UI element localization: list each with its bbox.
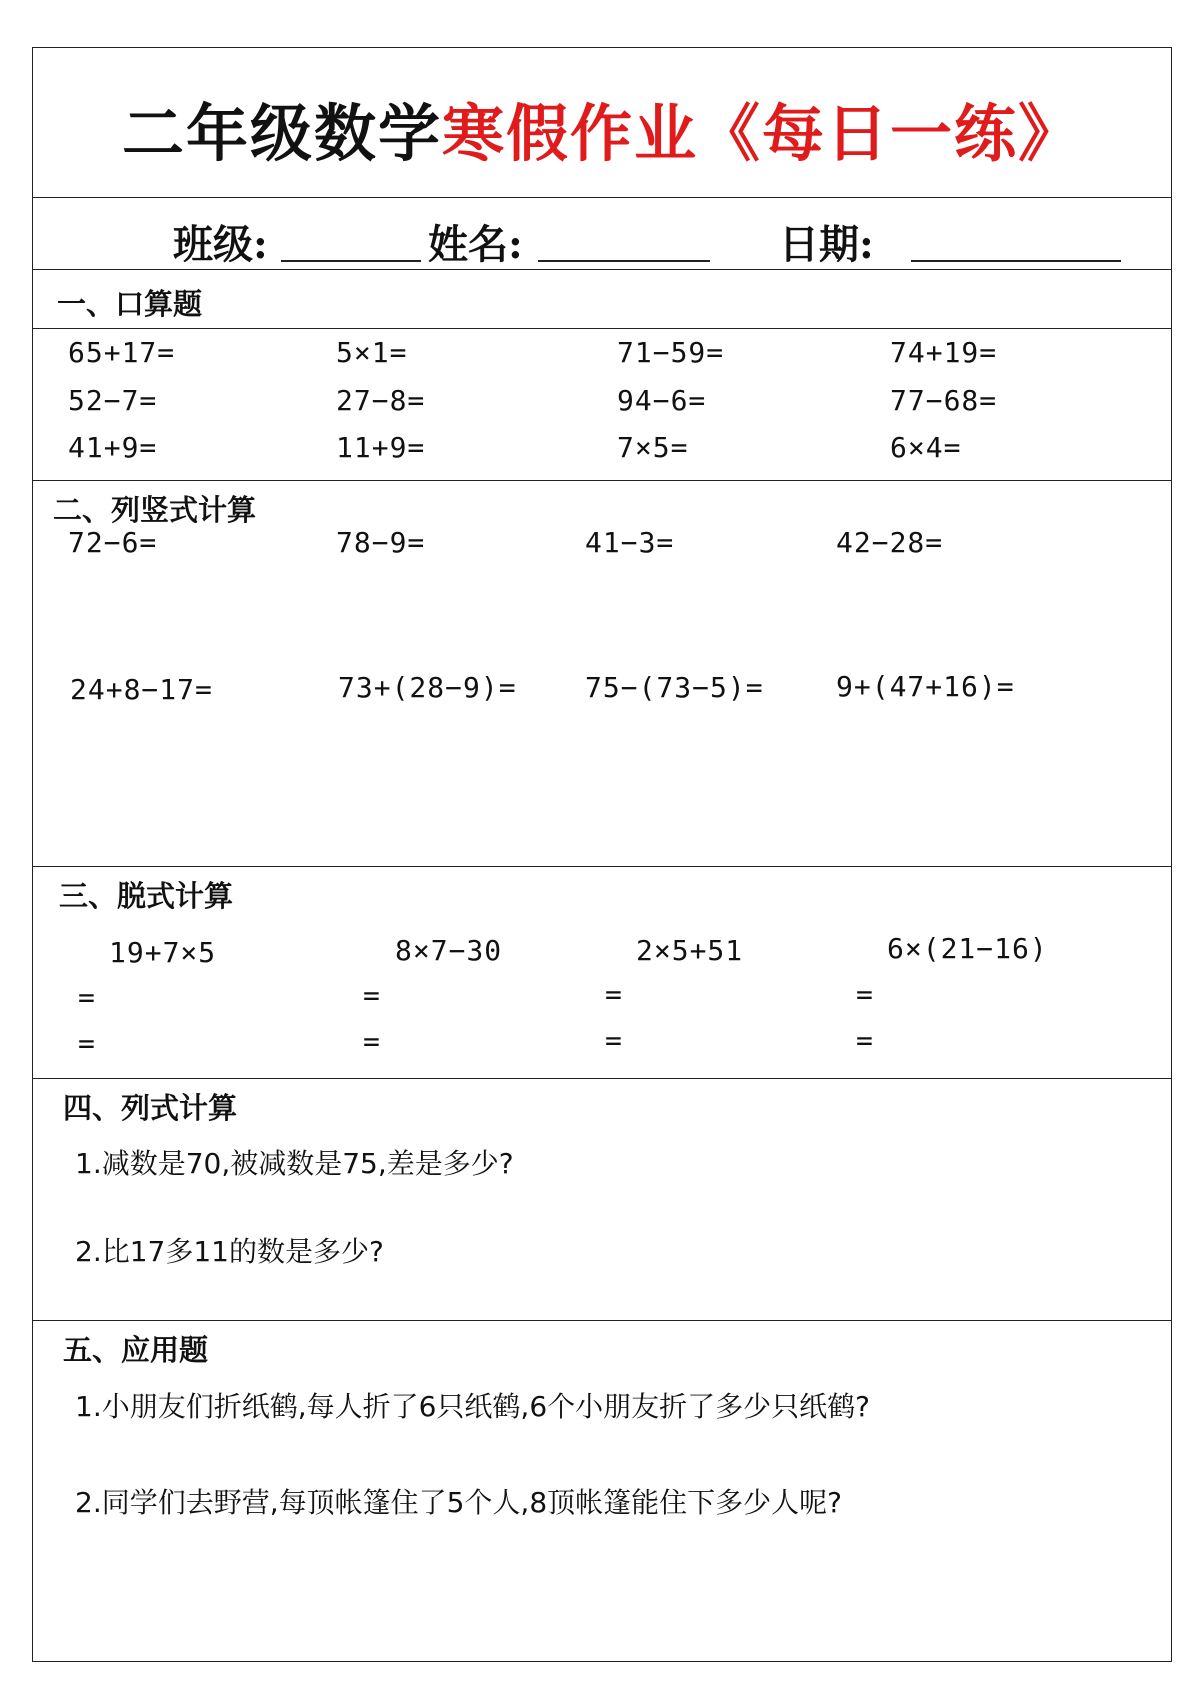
- section-title: 一、口算题: [57, 287, 203, 321]
- divider: [33, 866, 1171, 867]
- title-black: 二年级数学: [121, 97, 442, 170]
- worksheet: [32, 47, 1172, 1662]
- equals-sign: =: [856, 978, 874, 1011]
- equals-sign: =: [78, 981, 96, 1014]
- equals-sign: =: [363, 979, 381, 1012]
- question: 1.减数是70,被减数是75,差是多少?: [75, 1147, 514, 1180]
- section-title: 四、列式计算: [63, 1091, 238, 1125]
- section-title: 五、应用题: [63, 1333, 209, 1367]
- divider: [33, 197, 1171, 198]
- date-field[interactable]: [911, 260, 1121, 262]
- name-label: 姓名:: [428, 221, 523, 268]
- equals-sign: =: [605, 978, 623, 1011]
- problem: 73+(28−9)=: [338, 671, 517, 704]
- equals-sign: =: [363, 1025, 381, 1058]
- question: 2.同学们去野营,每顶帐篷住了5个人,8顶帐篷能住下多少人呢?: [75, 1486, 843, 1519]
- problem: 6×4=: [890, 431, 962, 464]
- question: 1.小朋友们折纸鹤,每人折了6只纸鹤,6个小朋友折了多少只纸鹤?: [75, 1390, 871, 1423]
- problem: 41−3=: [585, 526, 675, 559]
- section-title: 三、脱式计算: [59, 879, 234, 913]
- title-red: 寒假作业《每日一练》: [442, 97, 1083, 170]
- problem: 24+8−17=: [70, 673, 213, 706]
- divider: [33, 328, 1171, 329]
- class-field[interactable]: [281, 260, 421, 262]
- problem: 2×5+51: [636, 934, 744, 967]
- problem: 65+17=: [68, 336, 176, 369]
- section-title: 二、列竖式计算: [53, 493, 257, 527]
- divider: [33, 269, 1171, 270]
- problem: 74+19=: [890, 336, 998, 369]
- equals-sign: =: [605, 1024, 623, 1057]
- divider: [33, 1078, 1171, 1079]
- problem: 5×1=: [336, 336, 408, 369]
- name-field[interactable]: [538, 260, 710, 262]
- class-label: 班级:: [173, 221, 268, 268]
- divider: [33, 1320, 1171, 1321]
- equals-sign: =: [856, 1024, 874, 1057]
- problem: 7×5=: [617, 431, 689, 464]
- problem: 52−7=: [68, 384, 158, 417]
- problem: 71−59=: [617, 336, 725, 369]
- date-label: 日期:: [779, 221, 874, 268]
- problem: 41+9=: [68, 431, 158, 464]
- page-title: [33, 84, 1171, 173]
- problem: 94−6=: [617, 384, 707, 417]
- problem: 6×(21−16): [887, 932, 1048, 965]
- problem: 42−28=: [836, 526, 944, 559]
- problem: 77−68=: [890, 384, 998, 417]
- problem: 8×7−30: [395, 934, 503, 967]
- problem: 9+(47+16)=: [836, 670, 1015, 703]
- problem: 78−9=: [336, 526, 426, 559]
- problem: 27−8=: [336, 384, 426, 417]
- problem: 72−6=: [68, 526, 158, 559]
- problem: 19+7×5: [109, 936, 217, 969]
- divider: [33, 480, 1171, 481]
- problem: 11+9=: [336, 431, 426, 464]
- equals-sign: =: [78, 1027, 96, 1060]
- question: 2.比17多11的数是多少?: [75, 1235, 384, 1268]
- problem: 75−(73−5)=: [585, 671, 764, 704]
